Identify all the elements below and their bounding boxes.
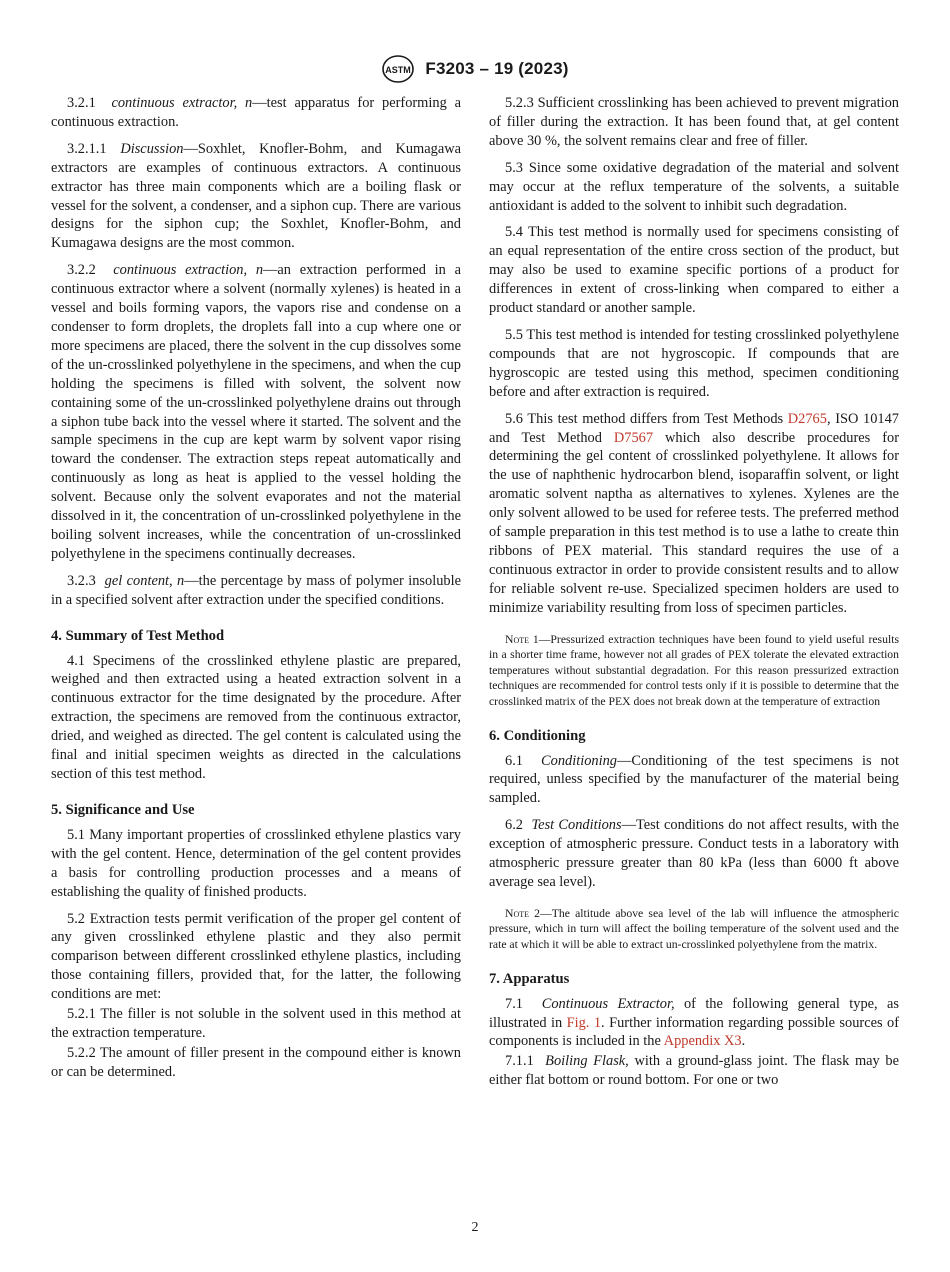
link-fig-1[interactable]: Fig. 1 <box>566 1014 602 1031</box>
para-5-1: 5.1 Many important properties of crosslinked ethylene plastics vary with the gel content. Hence, determination of the gel content provides a basis for controlling production processes and a means of establishing the quality of finished products. <box>51 826 461 900</box>
left-column <box>51 94 461 1083</box>
standard-designation: F3203 – 19 (2023) <box>425 59 569 78</box>
para-3-2-3: 3.2.3 gel content, n—the percentage by mass of polymer insoluble in a specified solvent after extraction under the specified conditions. <box>51 572 461 608</box>
para-3-2-2: 3.2.2 continuous extraction, n—an extraction performed in a continuous extractor where a solvent (normally xylenes) is heated in a vessel and boils forming vapors, the vapors rise and condense on a condenser to form droplets, the droplets fall into a cup where one or more specimens are placed, there the solvent in the cup dissolves some of the un-crosslinked polyethylene in the specimens, and when the cup holding the specimens is filled with solvent, the solvent now containing some of the un-crosslinked polyethylene drains out through a siphon tube back into the vessel where it started. The solvent and the sample specimens in the cup are kept warm by solvent vapor rising toward the condenser. The extraction steps repeat automatically and continuously as long as heat is applied to the vessel holding the solvent. Because only the solvent evaporates and not the material dissolved in it, the concentration of un-crosslinked polyethylene in the boiling solvent increases, while the concentration of un-crosslinked polyethylene in the specimens continually decreases. <box>51 262 461 562</box>
para-3-2-1: 3.2.1 continuous extractor, n—test apparatus for performing a continuous extraction. <box>51 95 461 130</box>
link-appendix-x3[interactable]: Appendix X3 <box>663 1033 742 1050</box>
section-5-heading: 5. Significance and Use <box>51 801 195 818</box>
page-number: 2 <box>471 1220 479 1235</box>
page-header <box>0 54 950 84</box>
para-5-2: 5.2 Extraction tests permit verification of the proper gel content of any given crosslinked ethylene plastic and they also permit comparison between different crosslinked ethylene plastics, including those containing fillers, provided that, for the latter, the following conditions are met: <box>51 910 461 1003</box>
para-5-2-2: 5.2.2 The amount of filler present in the compound either is known or can be determined. <box>51 1044 461 1080</box>
para-4-1: 4.1 Specimens of the crosslinked ethylene plastic are prepared, weighed and then extracted using a heated extraction solvent in a continuous extractor for the time designated by the procedure. After extraction, the specimens are removed from the continuous extractor, dried, and weighed as directed. The gel content is calculated using the final and initial specimen weights as directed in the calculations section of this test method. <box>51 652 461 782</box>
para-5-2-1: 5.2.1 The filler is not soluble in the solvent used in this method at the extraction temperature. <box>51 1006 461 1041</box>
para-5-3: 5.3 Since some oxidative degradation of the material and solvent may occur at the reflux temperature of the solvents, a suitable antioxidant is added to the solvent to inhibit such degradation. <box>489 159 899 214</box>
para-5-2-3: 5.2.3 Sufficient crosslinking has been achieved to prevent migration of filler during the extraction. It has been found that, at gel content above 30 %, the solvent remains clear and free of filler. <box>489 95 899 149</box>
para-5-6: 5.6 This test method differs from Test Methods D2765, ISO 10147 and Test Method D7567 which also describe procedures for determining the gel content of crosslinked polyethylene. It allows for the use of naphthenic hydrocarbon blend, isoparaffin solvent, or light aromatic solvent naptha as alternatives to xylenes. Xylenes are the only solvent allowed to be used for referee tests. The preferred method of sample preparation in this test method is to use a lathe to create thin ribbons of PEX material. This standard requires the use of a continuous extractor in order to provide consistent results and to allow for reliable solvent re-use. Specialized specimen holders are used to minimize variability resulting from loss of specimen particles. <box>489 410 900 616</box>
link-d2765[interactable]: D2765 <box>787 410 827 427</box>
section-6-heading: 6. Conditioning <box>489 727 586 744</box>
right-column <box>489 94 899 1091</box>
para-5-4: 5.4 This test method is normally used for specimens consisting of an equal representation of the entire cross section of the product, but may also be used to examine specific portions of a product for differences in extent of cross-linking when compared to either a product standard or another sample. <box>489 224 899 317</box>
para-6-2: 6.2 Test Conditions—Test conditions do not affect results, with the exception of atmospheric pressure. Conduct tests in a laboratory with atmospheric pressure greater than 80 kPa (less than 6000 ft above average sea level). <box>489 817 900 890</box>
para-6-1: 6.1 Conditioning—Conditioning of the test specimens is not required, unless specified by the manufacturer of the material being sampled. <box>489 752 899 807</box>
para-7-1-1: 7.1.1 Boiling Flask, with a ground-glass joint. The flask may be either flat bottom or round bottom. For one or two <box>489 1053 899 1089</box>
note-2: Note 2—The altitude above sea level of the lab will influence the atmospheric pressure, which in turn will affect the boiling temperature of the solvent used and the rate at which it will be able to extract un-crosslinked polyethylene from the matrix. <box>489 906 899 952</box>
para-7-1: 7.1 Continuous Extractor, of the following general type, as illustrated in Fig. 1. Further information regarding possible sources of components is included in the Appendix X3. <box>489 995 899 1050</box>
note-1: Note 1—Pressurized extraction techniques have been found to yield useful results in a shorter time frame, however not all grades of PEX tolerate the elevated extraction temperatures without substantial degradation. For this reason pressurized extraction techniques are recommended for control tests only if it is possible to determine that the crosslinked matrix of the PEX does not break down at the temperature of extraction <box>489 632 899 708</box>
astm-logo-icon <box>381 54 415 84</box>
link-d7567[interactable]: D7567 <box>613 429 654 446</box>
section-7-heading: 7. Apparatus <box>489 970 570 987</box>
para-5-5: 5.5 This test method is intended for testing crosslinked polyethylene compounds that are not hygroscopic. If compounds that are hygroscopic are tested using this method, specimen conditioning before and after extraction is required. <box>489 326 899 400</box>
para-3-2-1-1: 3.2.1.1 Discussion—Soxhlet, Knofler-Bohm, and Kumagawa extractors are examples of continuous extractors. A continuous extractor has three main components which are a boiling flask or vessel for the solvent, a condenser, and a siphon cup. There are various designs for the siphon cup; the Soxhlet, Knofler-Bohm, and Kumagawa designs are the most common. <box>51 140 461 252</box>
section-4-heading: 4. Summary of Test Method <box>51 627 225 644</box>
astm-logo-text: ASTM <box>385 65 412 75</box>
